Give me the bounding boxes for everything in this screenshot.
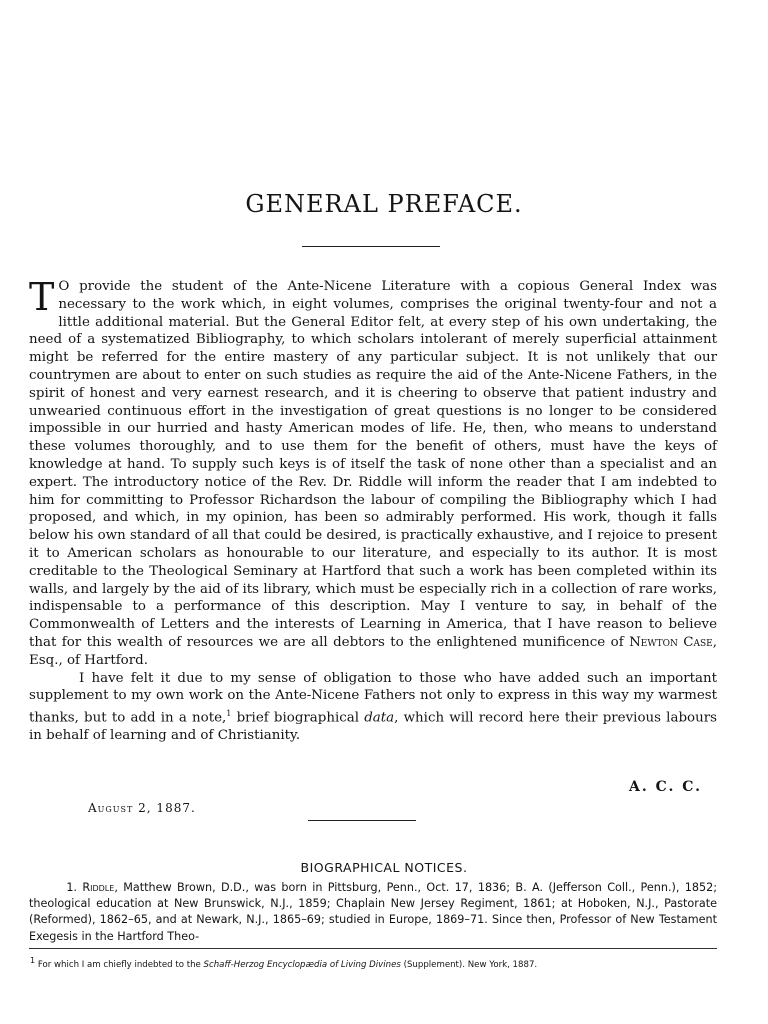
bio-heading: BIOGRAPHICAL NOTICES. [300,860,468,875]
footnote-divider [29,948,717,949]
bio-name: Riddle [82,881,115,894]
footnote-text-b: (Supplement). New York, 1887. [400,959,538,970]
drop-cap: T [29,275,55,319]
footnote [30,955,730,971]
signature: A. C. C. [628,779,702,795]
footnote-mark: 1 [30,956,36,965]
preface-text-2c: , which will record here their previous labours in behalf of learning and of Christianity. [29,710,717,744]
patron-name: Newton Case [629,634,713,650]
footnote-text-a: For which I am chiefly indebted to the [35,959,204,970]
preface-paragraph-1 [29,275,718,670]
preface-paragraph-2 [29,670,717,746]
bio-entry [29,880,717,945]
footnote-work-title: Schaff-Herzog Encyclopædia of Living Divines [203,959,401,970]
data-word: data [364,710,395,726]
bio-text: , Matthew Brown, D.D., was born in Pittsburg, Penn., Oct. 17, 1836; B. A. (Jefferson Coll., Penn.), 1852; theological education at New Brunswick, N.J., 1859; Chaplain New Jersey Regiment, 1861; at Hoboken, N.J., Pastorate (Reformed), 1862–65, and at Newark, N.J., 1865–69; studied in Europe, 1869–71. Since then, Professor of New Testament Exegesis in the Hartford Theo- [29,881,718,943]
section-divider [308,820,416,821]
preface-text-2a: I have felt it due to my sense of obligation to those who have added such an important supplement to my own work on the Ante-Nicene Fathers not only to express in this way my warmest thanks, but to add in a note, [29,670,717,726]
preface-text-1a: O provide the student of the Ante-Nicene Literature with a copious General Index was necessary to the work which, in eight volumes, comprises the original twenty-four and not a little additional material. But the General Editor felt, at every step of his own undertaking, the need of a systematized Bibliography, to which scholars intolerant of merely superficial attainment might be referred for the entire mastery of any particular subject. It is not unlikely that our countrymen are about to enter on such studies as require the aid of the Ante-Nicene Fathers, in the spirit of honest and very earnest research, and it is cheering to observe that patient industry and unwearied continuous effort in the investigation of great questions is no longer to be considered impossible in our hurried and hasty American modes of life. He, then, who means to understand these volumes thoroughly, and to use them for the benefit of others, must have the keys of knowledge at hand. To supply such keys is of itself the task of none other than a specialist and an expert. The introductory notice of the Rev. Dr. Riddle will inform the reader that I am indebted to him for committing to Professor Richardson the labour of compiling the Bibliography which I had proposed, and which, in my opinion, has been so admirably performed. His work, though it falls below his own standard of all that could be desired, is practically exhaustive, and I rejoice to present it to American scholars as honourable to our literature, and especially to its author. It is most creditable to the Theological Seminary at Hartford that such a work has been completed within its walls, and largely by the aid of its library, which must be especially rich in a collection of rare works, indispensable to a performance of this description. May I venture to say, in behalf of the Commonwealth of Letters and the interests of Learning in America, that I have reason to believe that for this wealth of resources we are all debtors to the enlightened munificence of [29,279,717,650]
footnote-ref[interactable]: 1 [226,709,232,719]
preface-body [29,275,718,745]
bio-number: 1. [66,881,77,894]
date-line: August 2, 1887. [88,801,196,815]
page-title: GENERAL PREFACE. [245,190,523,218]
title-divider [302,246,440,247]
preface-text-1b: , Esq., of Hartford. [29,634,718,668]
preface-text-2b: brief biographical [231,710,365,726]
